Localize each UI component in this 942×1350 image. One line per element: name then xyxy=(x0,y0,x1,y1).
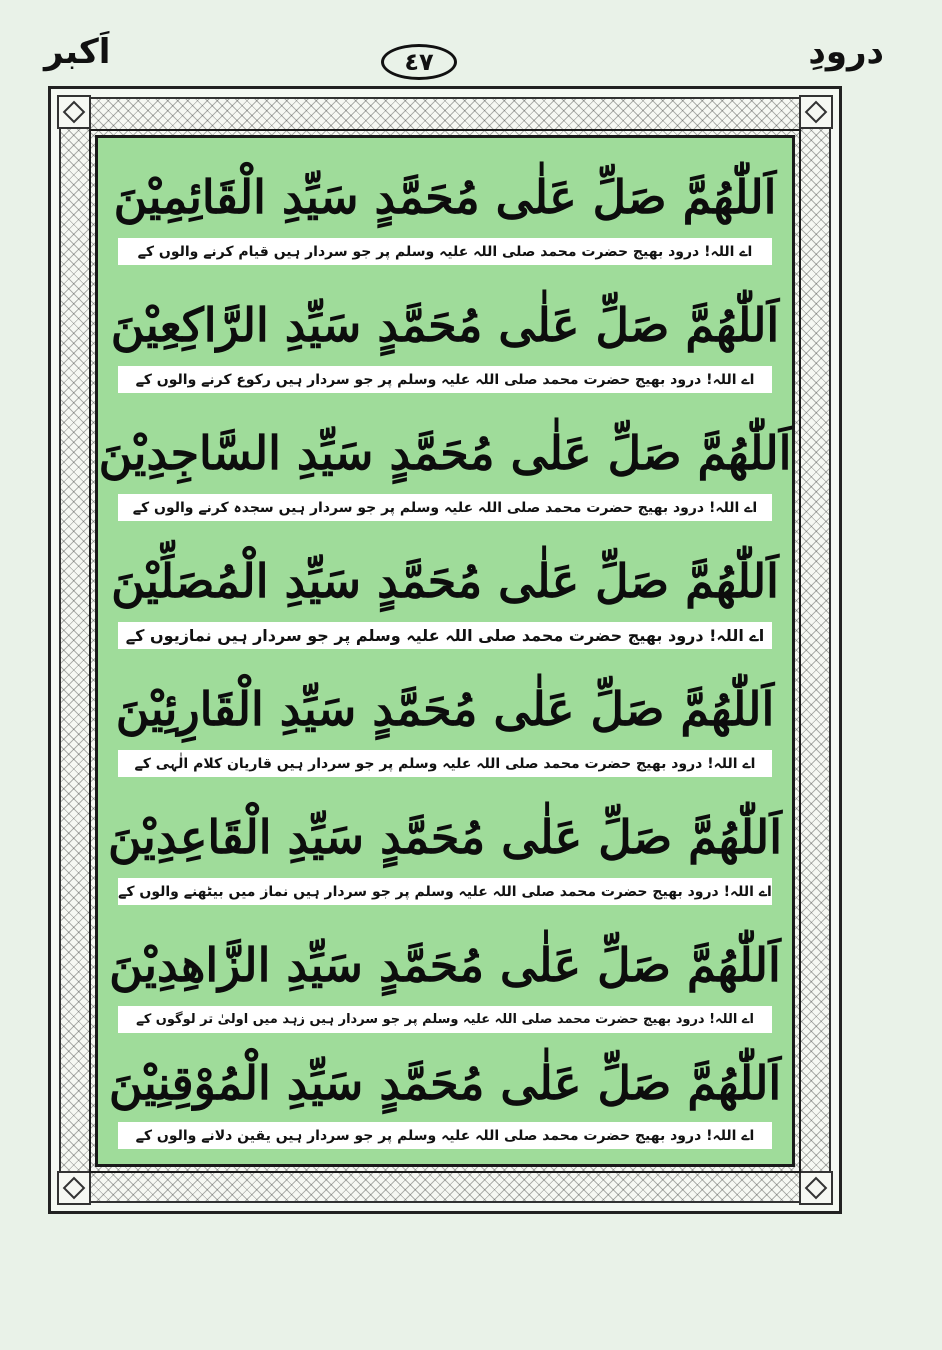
urdu-translation-3: اے اللہ! درود بھیج حضرت محمد صلی اللہ علیہ وسلم پر جو سردار ہیں سجدہ کرنے والوں کے xyxy=(118,494,772,521)
arabic-verse-2: اَللّٰھُمَّ صَلِّ عَلٰی مُحَمَّدٍ سَیِّدِ الرَّاکِعِیْنَ xyxy=(110,298,780,352)
urdu-translation-2: اے اللہ! درود بھیج حضرت محمد صلی اللہ علیہ وسلم پر جو سردار ہیں رکوع کرنے والوں کے xyxy=(118,366,772,393)
urdu-translation-8: اے اللہ! درود بھیج حضرت محمد صلی اللہ علیہ وسلم پر جو سردار ہیں یقین دلانے والوں کے xyxy=(118,1122,772,1149)
corner-ornament-icon xyxy=(799,1171,833,1205)
corner-ornament-icon xyxy=(57,95,91,129)
corner-ornament-icon xyxy=(799,95,833,129)
page-number: ٤٧ xyxy=(381,44,457,80)
verse-list xyxy=(98,138,792,1164)
urdu-translation-7: اے اللہ! درود بھیج حضرت محمد صلی اللہ علیہ وسلم پر جو سردار ہیں زہد میں اولیٰ تر لوگوں کے xyxy=(118,1006,772,1033)
urdu-translation-1: اے اللہ! درود بھیج حضرت محمد صلی اللہ علیہ وسلم پر جو سردار ہیں قیام کرنے والوں کے xyxy=(118,238,772,265)
arabic-verse-1: اَللّٰھُمَّ صَلِّ عَلٰی مُحَمَّدٍ سَیِّدِ الْقَائِمِیْنَ xyxy=(113,170,777,224)
arabic-verse-4: اَللّٰھُمَّ صَلِّ عَلٰی مُحَمَّدٍ سَیِّدِ الْمُصَلِّیْنَ xyxy=(111,554,779,608)
urdu-translation-4: اے اللہ! درود بھیج حضرت محمد صلی اللہ علیہ وسلم پر جو سردار ہیں نمازیوں کے xyxy=(118,622,772,649)
urdu-translation-5: اے اللہ! درود بھیج حضرت محمد صلی اللہ علیہ وسلم پر جو سردار ہیں قاریان کلام الٰہی کے xyxy=(118,750,772,777)
ornamental-border xyxy=(48,86,842,1214)
header-left-title: اَکبر xyxy=(44,32,111,72)
arabic-verse-6: اَللّٰھُمَّ صَلِّ عَلٰی مُحَمَّدٍ سَیِّدِ الْقَاعِدِیْنَ xyxy=(108,810,782,864)
corner-ornament-icon xyxy=(57,1171,91,1205)
page-header xyxy=(0,0,942,86)
arabic-verse-8: اَللّٰھُمَّ صَلِّ عَلٰی مُحَمَّدٍ سَیِّدِ الْمُوْقِنِیْنَ xyxy=(108,1056,782,1110)
arabic-verse-5: اَللّٰھُمَّ صَلِّ عَلٰی مُحَمَّدٍ سَیِّدِ الْقَارِئِیْنَ xyxy=(115,682,775,736)
arabic-verse-3: اَللّٰھُمَّ صَلِّ عَلٰی مُحَمَّدٍ سَیِّدِ السَّاجِدِیْنَ xyxy=(98,426,792,480)
arabic-verse-7: اَللّٰھُمَّ صَلِّ عَلٰی مُحَمَّدٍ سَیِّدِ الزَّاھِدِیْنَ xyxy=(109,938,781,992)
urdu-translation-6: اے اللہ! درود بھیج حضرت محمد صلی اللہ علیہ وسلم پر جو سردار ہیں نماز میں بیٹھنے والوں کے xyxy=(118,878,772,905)
header-right-title: درودِ xyxy=(808,32,884,72)
verse-panel xyxy=(95,135,795,1167)
